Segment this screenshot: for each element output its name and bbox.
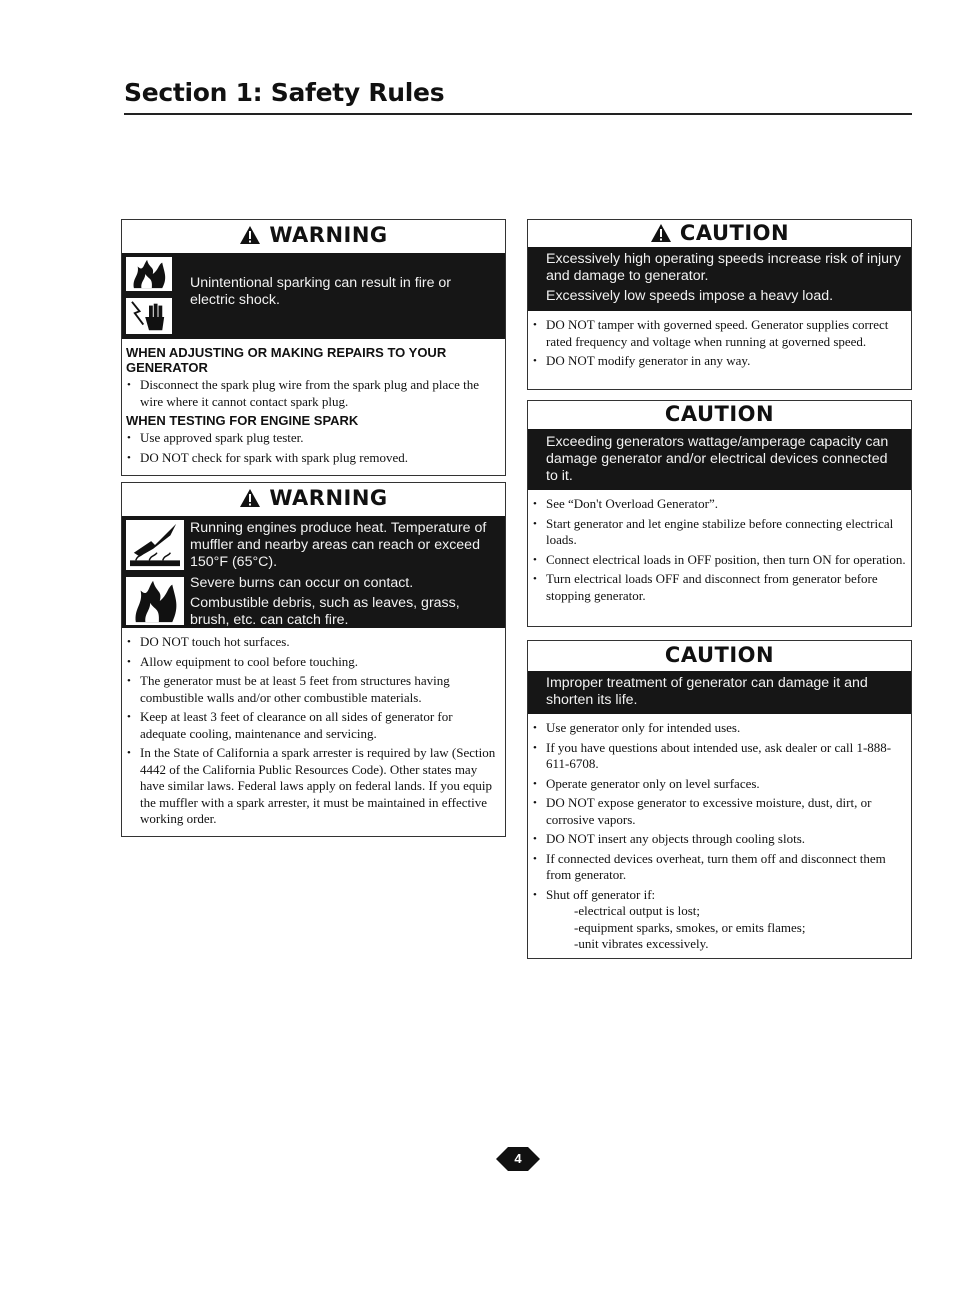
warning-box-heat (121, 482, 506, 837)
list-item: • Use generator only for intended uses. (532, 720, 907, 737)
warning-header-label: WARNING (269, 486, 388, 510)
list-item: • Use approved spark plug tester. (126, 430, 501, 447)
list-item: • Keep at least 3 feet of clearance on all sides of generator for adequate cooling, maintenance and servicing. (126, 709, 501, 742)
warning-header (122, 220, 505, 250)
caution-message-band (528, 671, 911, 714)
testing-list (122, 430, 505, 466)
caution-header-label: CAUTION (664, 402, 775, 426)
list-item: • Connect electrical loads in OFF position, then turn ON for operation. (532, 552, 907, 569)
caution-message-line: Improper treatment of generator can damage it and shorten its life. (546, 675, 868, 708)
caution-box-treatment (527, 640, 912, 959)
page-title: Section 1: Safety Rules (124, 78, 445, 107)
caution-header-label: CAUTION (679, 221, 790, 245)
list-item: • If connected devices overheat, turn them off and disconnect them from generator. (532, 851, 907, 884)
heat-message-line: Severe burns can occur on contact. (190, 575, 414, 591)
caution-header (528, 220, 911, 246)
caution-box-overload (527, 400, 912, 627)
list-item: • DO NOT tamper with governed speed. Generator supplies correct rated frequency and voltage when running at governed speed. (532, 317, 907, 350)
speed-rules-list (528, 317, 911, 370)
overload-rules-list (528, 496, 911, 604)
caution-message-line: Excessively low speeds impose a heavy load. (546, 288, 834, 304)
caution-header (528, 401, 911, 427)
hot-surface-icon (125, 519, 185, 571)
list-item: • DO NOT check for spark with spark plug removed. (126, 450, 501, 467)
list-item: • See “Don't Overload Generator”. (532, 496, 907, 513)
shutoff-conditions (528, 903, 911, 953)
list-item: • The generator must be at least 5 feet from structures having combustible walls and/or other combustible materials. (126, 673, 501, 706)
caution-message-band (528, 247, 911, 311)
list-item: • DO NOT expose generator to excessive moisture, dust, dirt, or corrosive vapors. (532, 795, 907, 828)
list-item: • Start generator and let engine stabilize before connecting electrical loads. (532, 516, 907, 549)
caution-box-speed (527, 219, 912, 390)
list-item: • Operate generator only on level surfaces. (532, 776, 907, 793)
caution-header (528, 641, 911, 669)
warning-triangle-icon (650, 223, 672, 243)
list-item: • DO NOT insert any objects through cooling slots. (532, 831, 907, 848)
electric-shock-icon (125, 297, 173, 335)
treatment-rules-list (528, 720, 911, 903)
list-item: • Allow equipment to cool before touching. (126, 654, 501, 671)
fire-icon (125, 576, 185, 626)
warning-header (122, 483, 505, 513)
warning-message-text: Unintentional sparking can result in fire or electric shock. (190, 275, 452, 308)
warning-message-band (122, 253, 505, 339)
heat-message-line: Combustible debris, such as leaves, grass, brush, etc. can catch fire. (190, 595, 460, 628)
page-number-badge (496, 1146, 540, 1172)
title-divider (124, 113, 912, 115)
list-item: • In the State of California a spark arrester is required by law (Section 4442 of the California Public Resources Code). Other states may have similar laws. Federal laws apply on federal lands. If you equip the muffler with a spark arrester, it must be maintained in effective working order. (126, 745, 501, 828)
list-item: • DO NOT modify generator in any way. (532, 353, 907, 370)
section-heading-repairs: WHEN ADJUSTING OR MAKING REPAIRS TO YOUR GENERATOR (126, 345, 447, 375)
shutoff-condition: -equipment sparks, smokes, or emits flames; (574, 919, 806, 935)
warning-triangle-icon (239, 488, 261, 508)
list-item: • Turn electrical loads OFF and disconnect from generator before stopping generator. (532, 571, 907, 604)
list-item: • Disconnect the spark plug wire from the spark plug and place the wire where it cannot contact spark plug. (126, 377, 501, 410)
warning-box-sparking (121, 219, 506, 476)
section-heading-testing: WHEN TESTING FOR ENGINE SPARK (126, 413, 359, 428)
list-item: • Shut off generator if: (532, 887, 907, 904)
caution-message-line: Exceeding generators wattage/amperage capacity can damage generator and/or electrical devices connected to it. (546, 434, 889, 484)
shutoff-condition: -unit vibrates excessively. (574, 936, 709, 951)
shutoff-condition: -electrical output is lost; (574, 903, 700, 918)
warning-triangle-icon (239, 225, 261, 245)
list-item: • DO NOT touch hot surfaces. (126, 634, 501, 651)
caution-message-band (528, 429, 911, 490)
caution-message-line: Excessively high operating speeds increase risk of injury and damage to generator. (546, 251, 901, 284)
heat-message-line: Running engines produce heat. Temperature of muffler and nearby areas can reach or exceed 150°F (65°C). (190, 520, 487, 570)
caution-header-label: CAUTION (664, 643, 775, 667)
repairs-list (122, 377, 505, 410)
list-item: • If you have questions about intended use, ask dealer or call 1-888-611-6708. (532, 740, 907, 773)
warning-message-band (122, 516, 505, 628)
fire-icon (125, 256, 173, 292)
warning-header-label: WARNING (269, 223, 388, 247)
page-number: 4 (514, 1151, 522, 1166)
heat-rules-list (122, 634, 505, 828)
